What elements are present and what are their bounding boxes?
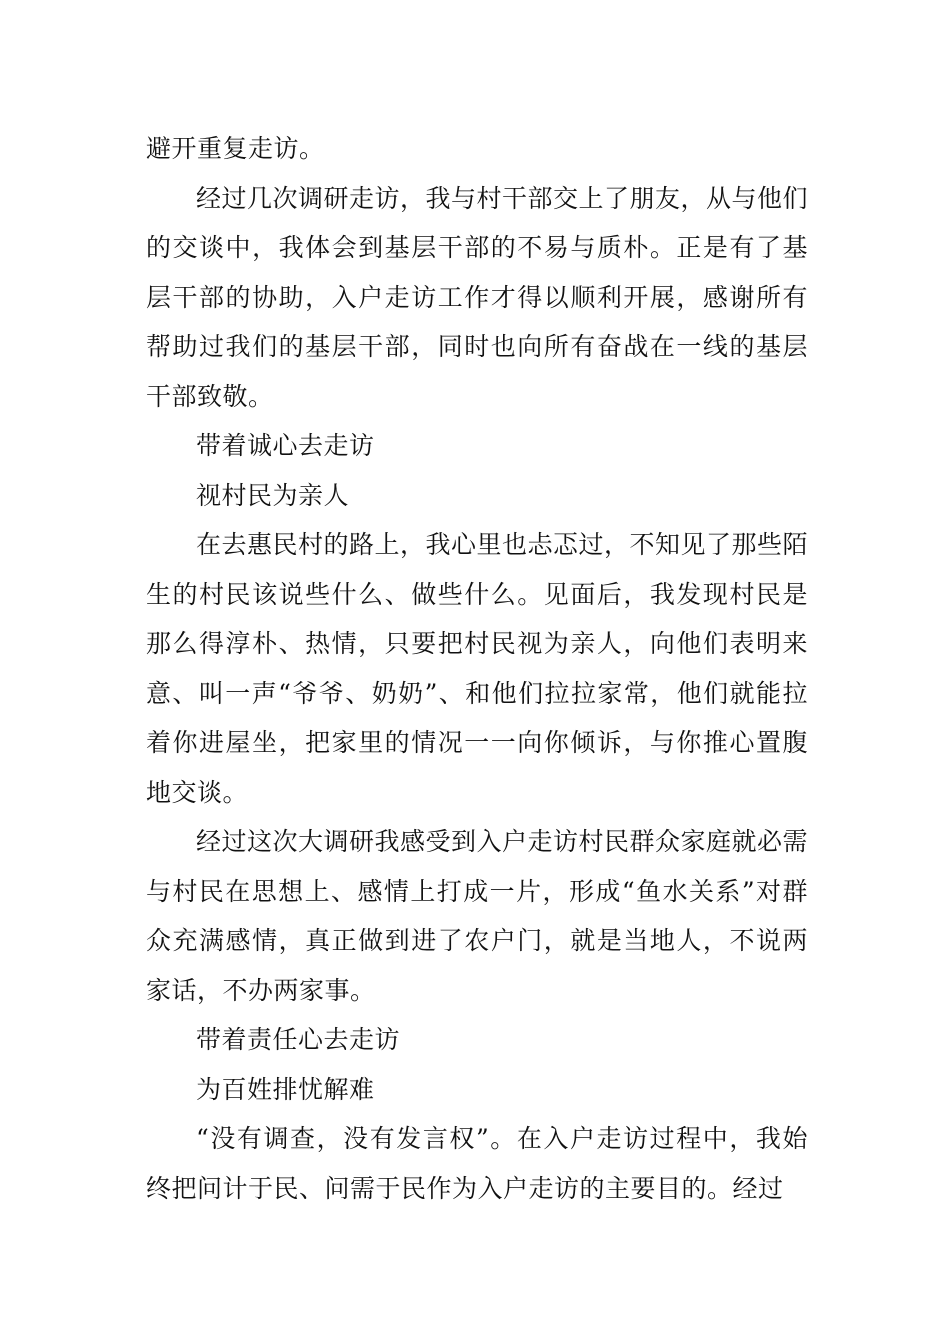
section-subheading: 为百姓排忧解难 — [196, 1074, 375, 1104]
paragraph: 经过几次调研走访，我与村干部交上了朋友，从与他们的交谈中，我体会到基层干部的不易与质朴。正是有了基层干部的协助，入户走访工作才得以顺利开展，感谢所有帮助过我们的基层干部，同时也向所有奋战在一线的基层干部致敬。 — [146, 183, 809, 411]
paragraph-continuation: 避开重复走访。 — [146, 134, 325, 163]
section-heading: 带着责任心去走访 — [196, 1025, 401, 1054]
paragraph: 经过这次大调研我感受到入户走访村民群众家庭就必需与村民在思想上、感情上打成一片，形成“鱼水关系”对群众充满感情，真正做到进了农户门，就是当地人，不说两家话，不办两家事。 — [146, 827, 809, 1005]
paragraph: “没有调查，没有发言权”。在入户走访过程中，我始终把问计于民、问需于民作为入户走访的主要目的。经过 — [146, 1124, 808, 1203]
document-body — [146, 124, 808, 1213]
paragraph: 在去惠民村的路上，我心里也忐忑过，不知见了那些陌生的村民该说些什么、做些什么。见面后，我发现村民是那么得淳朴、热情，只要把村民视为亲人，向他们表明来意、叫一声“爷爷、奶奶”、和他们拉拉家常，他们就能拉着你进屋坐，把家里的情况一一向你倾诉，与你推心置腹地交谈。 — [146, 530, 809, 807]
section-subheading: 视村民为亲人 — [196, 480, 350, 510]
section-heading: 带着诚心去走访 — [196, 431, 375, 460]
